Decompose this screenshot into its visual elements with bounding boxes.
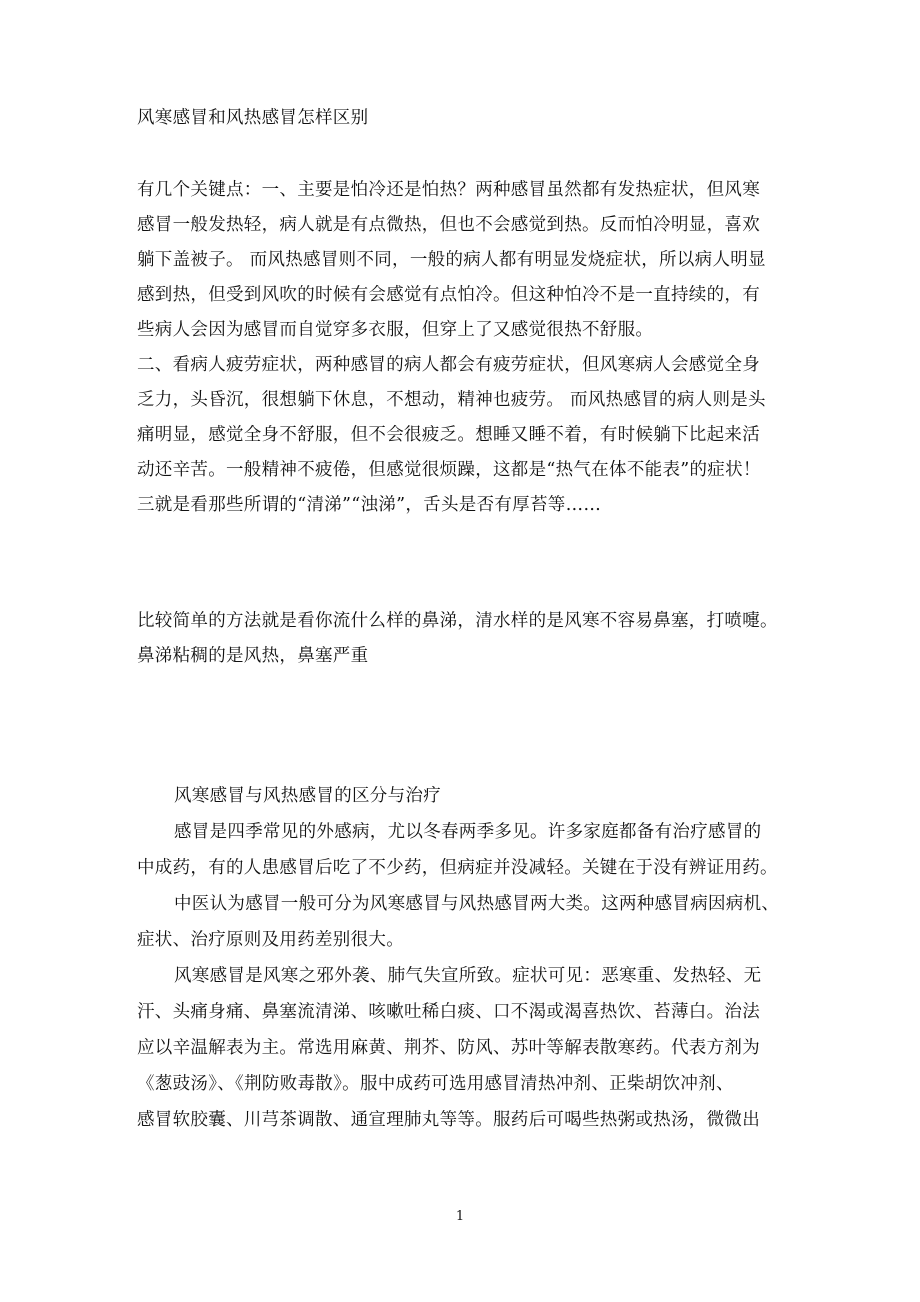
paragraph-line: 应以辛温解表为主。常选用麻黄、荆芥、防风、苏叶等解表散寒药。代表方剂为 <box>137 1038 760 1058</box>
paragraph-line: 动还辛苦。一般精神不疲倦，但感觉很烦躁，这都是“热气在体不能表”的症状！ <box>137 460 761 480</box>
paragraph-line: 有几个关键点：一、主要是怕冷还是怕热？两种感冒虽然都有发热症状，但风寒 <box>137 180 760 200</box>
paragraph-line: 痛明显，感觉全身不舒服，但不会很疲乏。想睡又睡不着，有时候躺下比起来活 <box>137 425 760 445</box>
paragraph-line: 些病人会因为感冒而自觉穿多衣服，但穿上了又感觉很热不舒服。 <box>137 320 654 340</box>
paragraph-line: 中成药，有的人患感冒后吃了不少药，但病症并没减轻。关键在于没有辨证用药。 <box>137 858 778 878</box>
document-title: 风寒感冒和风热感冒怎样区别 <box>137 108 369 128</box>
paragraph-line: 中医认为感冒一般可分为风寒感冒与风热感冒两大类。这两种感冒病因病机、 <box>174 894 780 914</box>
paragraph-line: 感到热，但受到风吹的时候有会感觉有点怕冷。但这种怕冷不是一直持续的，有 <box>137 285 760 305</box>
paragraph-line: 二、看病人疲劳症状，两种感冒的病人都会有疲劳症状，但风寒病人会感觉全身 <box>137 355 760 375</box>
paragraph-line: 躺下盖被子。 而风热感冒则不同，一般的病人都有明显发烧症状，所以病人明显 <box>137 250 766 270</box>
page-number: 1 <box>455 1209 465 1224</box>
paragraph-line: 比较简单的方法就是看你流什么样的鼻涕，清水样的是风寒不容易鼻塞，打喷嚏。 <box>137 611 778 631</box>
paragraph-line: 症状、治疗原则及用药差别很大。 <box>137 930 404 950</box>
paragraph-line: 乏力，头昏沉，很想躺下休息，不想动，精神也疲劳。 而风热感冒的病人则是头 <box>137 390 766 410</box>
paragraph-line: 感冒软胶囊、川芎茶调散、通宣理肺丸等等。服药后可喝些热粥或热汤，微微出 <box>137 1110 760 1130</box>
paragraph-line: 三就是看那些所谓的“清涕”“浊涕”，舌头是否有厚苔等…… <box>137 495 602 515</box>
section-heading: 风寒感冒与风热感冒的区分与治疗 <box>174 786 441 806</box>
paragraph-line: 感冒是四季常见的外感病，尤以冬春两季多见。许多家庭都备有治疗感冒的 <box>174 822 762 842</box>
paragraph-line: 感冒一般发热轻，病人就是有点微热，但也不会感觉到热。反而怕冷明显，喜欢 <box>137 215 760 235</box>
paragraph-line: 风寒感冒是风寒之邪外袭、肺气失宣所致。症状可见：恶寒重、发热轻、无 <box>174 966 762 986</box>
paragraph-line: 鼻涕粘稠的是风热，鼻塞严重 <box>137 646 369 666</box>
paragraph-line: 《葱豉汤》、《荆防败毒散》。服中成药可选用感冒清热冲剂、正柴胡饮冲剂、 <box>137 1074 734 1094</box>
paragraph-line: 汗、头痛身痛、鼻塞流清涕、咳嗽吐稀白痰、口不渴或渴喜热饮、苔薄白。治法 <box>137 1002 760 1022</box>
